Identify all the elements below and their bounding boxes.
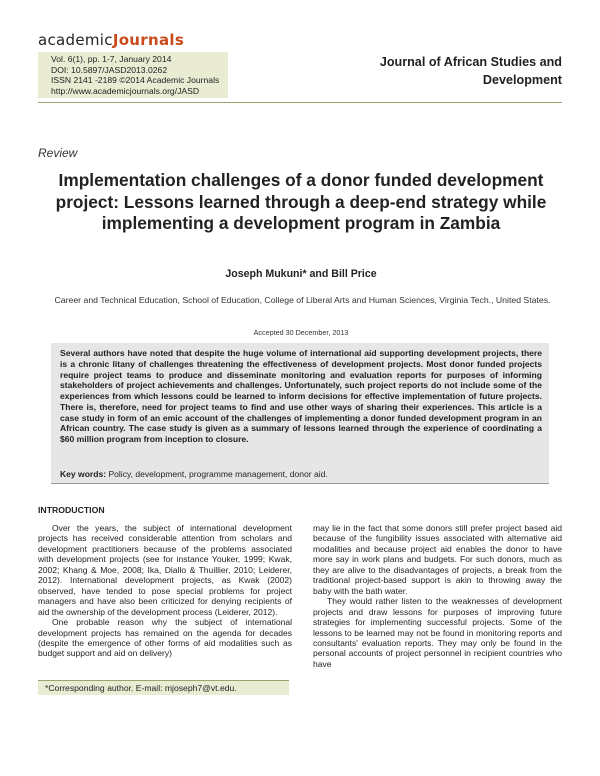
paragraph: Over the years, the subject of international development projects has received considerable attention from scholars and development practitioners because of the problems associated with development projects (see for instance Youker, 1999; Kwak, 2002; Khang & Moe, 2008; Ika, Diallo & Thuillier, 2010; Leiderer, 2012). International development projects, as Kwak (2002) observed, have tended to pose special problems for project managers and have also been criticized for denying recipients of aid the ownership of the development process (Leiderer, 2012). [38, 523, 292, 617]
meta-volume: Vol. 6(1), pp. 1-7, January 2014 [51, 54, 172, 64]
authors: Joseph Mukuni* and Bill Price [225, 268, 377, 280]
section-heading-introduction: INTRODUCTION [38, 505, 105, 515]
keywords [60, 469, 542, 479]
corresponding-author-footnote: *Corresponding author. E-mail: mjoseph7@vt.edu. [45, 683, 237, 693]
article-title: Implementation challenges of a donor funded development project: Lessons learned through a deep-end strategy while implementing a development program in Zambia [55, 170, 547, 233]
paragraph: may lie in the fact that some donors still prefer project based aid because of the fungibility issues associated with alternative aid modalities and because project aid enables the donor to have more say in work plans and budgets. For such donors, much as they are alive to the disadvantages of projects, a break from the traditional project-based support is akin to throwing away the baby with the bath water. [313, 523, 562, 596]
body-column-right [313, 523, 562, 669]
meta-issn: ISSN 2141 -2189 ©2014 Academic Journals [51, 75, 220, 86]
paragraph: They would rather listen to the weaknesses of development projects and draw lessons for purposes of improving future strategies for implementing successful projects. Some of the lessons to be learned may not be found in monitoring reports and consultants' evaluation reports. They may only be found in the personal accounts of project personnel in recipient countries who have [313, 596, 562, 669]
abstract-divider [51, 483, 549, 484]
journal-title [340, 53, 562, 89]
meta-url[interactable]: http://www.academicjournals.org/JASD [51, 85, 200, 96]
article-type: Review [38, 146, 78, 160]
article-meta [51, 54, 219, 96]
header-divider [38, 102, 562, 103]
paragraph: One probable reason why the subject of international development projects has remained on the agenda for decades (despite the emergence of other forms of aid modalities such as budget support and aid on delivery) [38, 617, 292, 659]
keywords-label: Key words: [60, 469, 107, 479]
meta-doi: DOI: 10.5897/JASD2013.0262 [51, 64, 168, 75]
keywords-list: Policy, development, programme management, donor aid. [108, 469, 328, 479]
accepted-date: Accepted 30 December, 2013 [253, 328, 349, 337]
publisher-logo [38, 31, 184, 49]
journal-title-line2: Development [482, 73, 562, 87]
abstract-text: Several authors have noted that despite the huge volume of international aid supporting development projects, there is a chronic litany of challenges threatening the effectiveness of development projects. Most donor funded projects require project teams to produce and disseminate monitoring and evaluation reports for purposes of informing stakeholders of project achievements and challenges. Unfortunately, such project reports do not include some of the experiences from which lessons could be learned to inform decisions for effective implementation of future projects. There is, therefore, need for project teams to find and use other ways of sharing their experiences. This article is a case study in form of an emic account of the challenges of implementing a donor funded development program in an African country. The case study is given as a summary of lessons learned through the experience of coordinating a $60 million program from inception to closure. [60, 348, 542, 444]
affiliation: Career and Technical Education, School of Education, College of Liberal Arts and Human Sciences, Virginia Tech., United States. [54, 295, 551, 305]
publisher-suffix: Journals [112, 31, 185, 49]
journal-title-line1: Journal of African Studies and [379, 55, 562, 69]
publisher-prefix: academic [38, 31, 113, 49]
body-column-left [38, 523, 292, 659]
